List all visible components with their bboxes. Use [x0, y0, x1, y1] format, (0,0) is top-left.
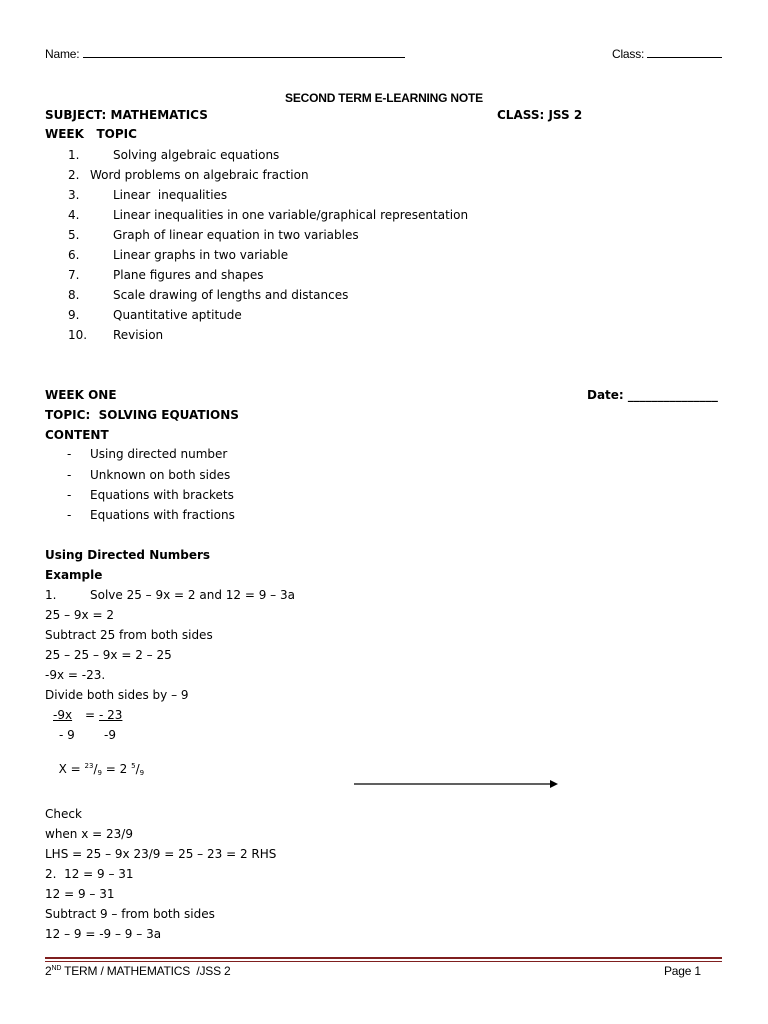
- x-result-sub1: 9: [97, 769, 102, 777]
- content-item: Unknown on both sides: [90, 468, 231, 482]
- topic-text: Solving algebraic equations: [113, 148, 280, 162]
- bullet-dash: -: [67, 447, 72, 461]
- section-heading: Using Directed Numbers: [45, 548, 211, 562]
- x-result-sup2: 5: [131, 762, 136, 770]
- topic-number: 8.: [68, 288, 80, 302]
- example-label: Example: [45, 568, 103, 582]
- topic-number: 1.: [68, 148, 80, 162]
- topic-number: 7.: [68, 268, 80, 282]
- footer-divider-thin: [45, 961, 722, 962]
- working-line: -9x = -23.: [45, 668, 106, 682]
- class-blank-line: [647, 45, 722, 58]
- topic-number: 10.: [68, 328, 88, 342]
- fraction-equals: =: [85, 708, 96, 722]
- name-field: [45, 45, 405, 61]
- class-field: [612, 45, 722, 61]
- footer-term-text: TERM / MATHEMATICS /JSS 2: [61, 964, 231, 978]
- date-label: Date: _______________: [587, 388, 718, 402]
- topic-text: Graph of linear equation in two variables: [113, 228, 359, 242]
- topic-text: Revision: [113, 328, 164, 342]
- x-result-prefix: X =: [58, 762, 85, 776]
- page-number: Page 1: [664, 964, 701, 978]
- working-line: 25 – 9x = 2: [45, 608, 114, 622]
- example-statement: Solve 25 – 9x = 2 and 12 = 9 – 3a: [90, 588, 295, 602]
- content-item: Equations with fractions: [90, 508, 235, 522]
- working-line: Divide both sides by – 9: [45, 688, 189, 702]
- topic-number: 5.: [68, 228, 80, 242]
- x-result: $X = ^{23}/_9 = 2$ $^5/_9$: [58, 762, 145, 777]
- check-line: 12 – 9 = -9 – 9 – 3a: [45, 927, 162, 941]
- class-label: Class:: [612, 47, 645, 61]
- check-line: when x = 23/9: [45, 827, 133, 841]
- footer-left: [45, 964, 231, 978]
- x-result-mid: = 2: [101, 762, 132, 776]
- footer-divider-thick: [45, 957, 722, 959]
- topic-text: Word problems on algebraic fraction: [90, 168, 309, 182]
- check-line: 12 = 9 – 31: [45, 887, 115, 901]
- topic-text: Scale drawing of lengths and distances: [113, 288, 349, 302]
- topic-line: TOPIC: SOLVING EQUATIONS: [45, 408, 239, 422]
- topic-number: 3.: [68, 188, 80, 202]
- name-blank-line: [83, 45, 405, 58]
- topic-number: 9.: [68, 308, 80, 322]
- content-item: Equations with brackets: [90, 488, 234, 502]
- week-topic-header: WEEK TOPIC: [45, 127, 137, 141]
- topic-text: Plane figures and shapes: [113, 268, 264, 282]
- bullet-dash: -: [67, 488, 72, 502]
- name-label: Name:: [45, 47, 80, 61]
- week-one-heading: WEEK ONE: [45, 388, 117, 402]
- topic-text: Quantitative aptitude: [113, 308, 242, 322]
- x-result-sub2: 9: [139, 769, 145, 777]
- subject-line: SUBJECT: MATHEMATICS: [45, 108, 208, 122]
- bullet-dash: -: [67, 508, 72, 522]
- check-line: 2. 12 = 9 – 31: [45, 867, 134, 881]
- fraction-numerator-right: - 23: [99, 708, 123, 722]
- footer-term-number: 2: [45, 964, 52, 978]
- example-number: 1.: [45, 588, 57, 602]
- topic-number: 2.: [68, 168, 80, 182]
- check-line: Subtract 9 – from both sides: [45, 907, 215, 921]
- x-result-sup1: 23: [84, 762, 94, 770]
- bullet-dash: -: [67, 468, 72, 482]
- topic-number: 4.: [68, 208, 80, 222]
- right-arrow-icon: [354, 778, 560, 790]
- check-line: LHS = 25 – 9x 23/9 = 25 – 23 = 2 RHS: [45, 847, 277, 861]
- topic-text: Linear inequalities in one variable/graphical representation: [113, 208, 469, 222]
- fraction-denominator-right: -9: [104, 728, 116, 742]
- content-heading: CONTENT: [45, 428, 109, 442]
- working-line: Subtract 25 from both sides: [45, 628, 213, 642]
- topic-text: Linear inequalities: [113, 188, 228, 202]
- fraction-denominator-left: - 9: [59, 728, 75, 742]
- topic-text: Linear graphs in two variable: [113, 248, 289, 262]
- fraction-numerator-left: -9x: [53, 708, 73, 722]
- footer-term-suffix: ND: [51, 965, 62, 972]
- working-line: 25 – 25 – 9x = 2 – 25: [45, 648, 172, 662]
- class-info: CLASS: JSS 2: [497, 108, 583, 122]
- content-item: Using directed number: [90, 447, 228, 461]
- check-line: Check: [45, 807, 82, 821]
- topic-number: 6.: [68, 248, 80, 262]
- page-title: SECOND TERM E-LEARNING NOTE: [285, 91, 483, 105]
